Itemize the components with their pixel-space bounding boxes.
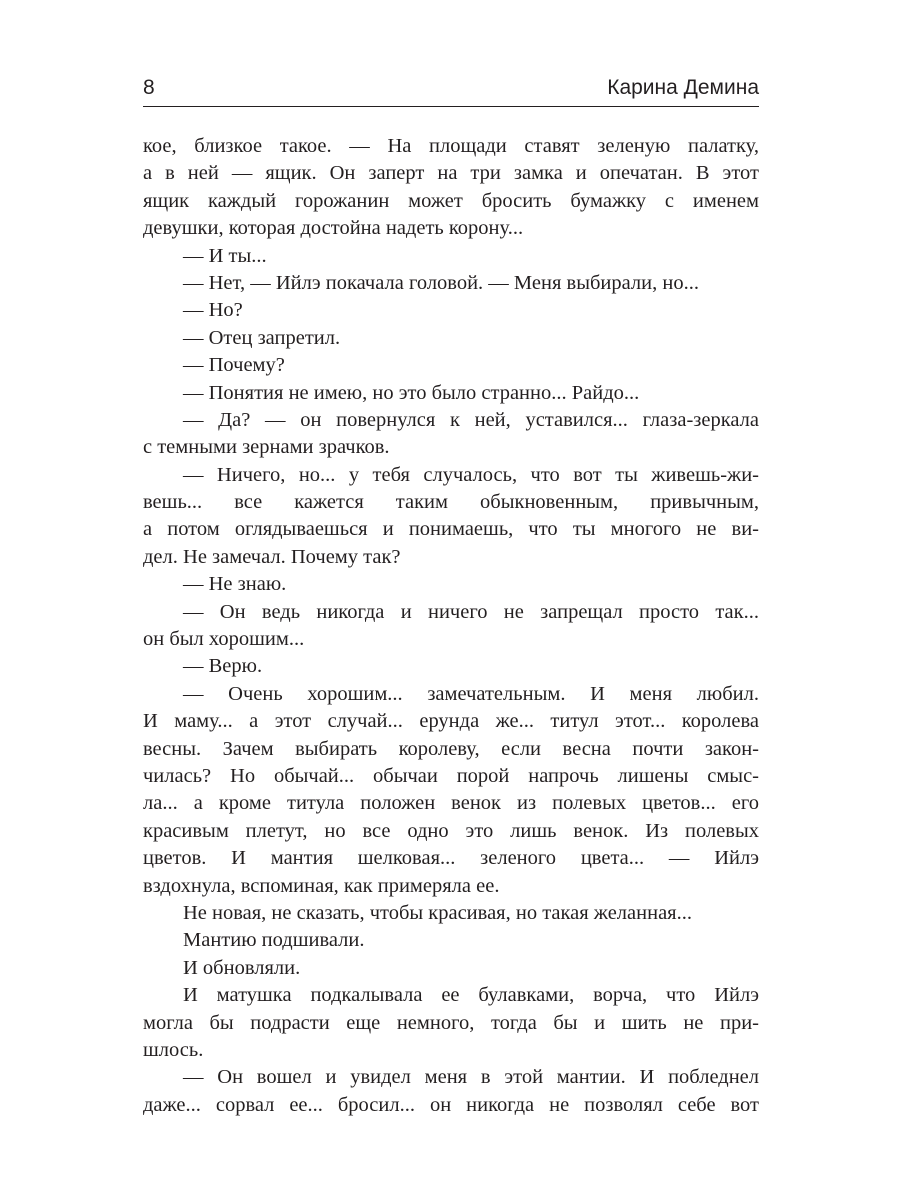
text-line: — Не знаю.	[183, 573, 287, 596]
text-line: — Отец запретил.	[183, 326, 341, 349]
text-line: весны. Зачем выбирать королеву, если весна почти закон-	[143, 737, 759, 760]
text-line: — Но?	[183, 299, 243, 322]
text-line: вешь... все кажется таким обыкновенным, привычным,	[143, 491, 759, 514]
text-line: вздохнула, вспоминая, как примеряла ее.	[143, 874, 500, 897]
text-line: И матушка подкалывала ее булавками, ворча, что Ийлэ	[183, 984, 759, 1007]
text-line: — Ничего, но... у тебя случалось, что вот ты живешь-жи-	[183, 463, 759, 486]
text-line: — Очень хорошим... замечательным. И меня любил.	[183, 682, 759, 705]
text-line: И обновляли.	[183, 956, 301, 979]
text-line: могла бы подрасти еще немного, тогда бы и шить не при-	[143, 1011, 759, 1034]
text-line: ящик каждый горожанин может бросить бумажку с именем	[143, 189, 759, 212]
page-number: 8	[143, 76, 155, 99]
text-line: — Почему?	[183, 354, 285, 377]
text-line: чилась? Но обычай... обычаи порой напрочь лишены смыс-	[143, 764, 759, 787]
text-line: с темными зернами зрачков.	[143, 436, 390, 459]
text-line: — Верю.	[183, 655, 263, 678]
text-line: он был хорошим...	[143, 628, 305, 651]
text-line: — Он вошел и увидел меня в этой мантии. И побледнел	[183, 1066, 759, 1089]
text-line: Не новая, не сказать, чтобы красивая, но такая желанная...	[183, 901, 692, 924]
text-line: кое, близкое такое. — На площади ставят зеленую палатку,	[143, 135, 759, 157]
running-header-author: Карина Демина	[607, 76, 759, 99]
text-line: ла... а кроме титула положен венок из полевых цветов... его	[143, 792, 759, 815]
text-line: — Он ведь никогда и ничего не запрещал просто так...	[183, 600, 759, 623]
text-line: даже... сорвал ее... бросил... он никогда не позволял себе вот	[143, 1093, 759, 1116]
body-text	[143, 133, 759, 1119]
text-line: красивым плетут, но все одно это лишь венок. Из полевых	[143, 819, 759, 842]
text-line: девушки, которая достойна надеть корону...	[143, 217, 524, 240]
text-line: — И ты...	[183, 244, 267, 267]
text-line: И маму... а этот случай... ерунда же... титул этот... королева	[143, 710, 759, 733]
text-line: а в ней — ящик. Он заперт на три замка и опечатан. В этот	[143, 162, 759, 185]
text-line: — Да? — он повернулся к ней, уставился... глаза-зеркала	[183, 408, 759, 431]
text-line: — Нет, — Ийлэ покачала головой. — Меня выбирали, но...	[183, 271, 699, 294]
text-line: Мантию подшивали.	[183, 929, 365, 952]
text-line: дел. Не замечал. Почему так?	[143, 545, 401, 568]
text-line: — Понятия не имею, но это было странно... Райдо...	[183, 381, 640, 404]
text-line: шлось.	[143, 1038, 204, 1061]
text-line: а потом оглядываешься и понимаешь, что ты многого не ви-	[143, 518, 759, 541]
text-line: цветов. И мантия шелковая... зеленого цвета... — Ийлэ	[143, 847, 759, 870]
header-divider	[143, 106, 759, 107]
